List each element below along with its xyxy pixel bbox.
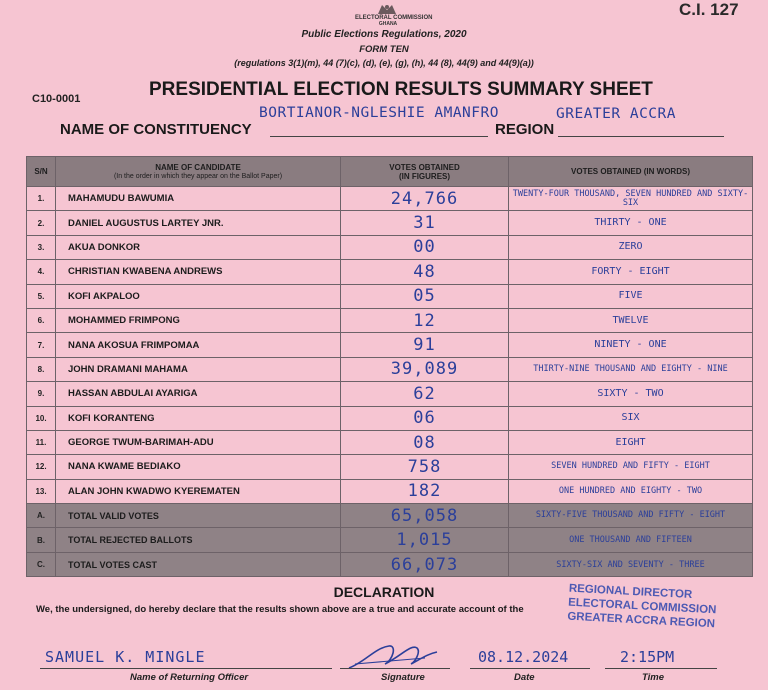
candidate-name: AKUA DONKOR [56,235,341,259]
row-sn: 2. [27,211,56,235]
votes-figures: 24,766 [341,187,509,211]
total-sn: A. [27,504,56,528]
total-row [27,504,753,528]
header-candidate [56,157,341,187]
page-title: PRESIDENTIAL ELECTION RESULTS SUMMARY SHEET [149,79,653,100]
time-label: Time [642,672,665,683]
votes-figures: 12 [341,308,509,332]
date-label: Date [514,672,535,683]
row-sn: 4. [27,260,56,284]
stamp-line-2: ELECTORAL COMMISSION [567,596,717,617]
officer-name: SAMUEL K. MINGLE [45,648,206,666]
region-label: REGION [495,121,555,138]
table-row [27,235,753,259]
total-words: SIXTY-SIX AND SEVENTY - THREE [509,552,753,576]
header-votes-note: (IN FIGURES) [398,171,451,181]
total-figures: 65,058 [341,504,509,528]
table-row [27,357,753,381]
date-value: 08.12.2024 [478,648,569,666]
votes-figures: 31 [341,211,509,235]
commission-name: ELECTORAL COMMISSION [355,15,433,21]
header-votes-label: VOTES OBTAINED [389,162,460,172]
candidate-name: NANA KWAME BEDIAKO [56,455,341,479]
table-row [27,382,753,406]
form-name: FORM TEN [359,44,409,55]
officer-label: Name of Returning Officer [130,672,249,683]
time-value: 2:15PM [620,648,675,666]
region-value: GREATER ACCRA [556,106,676,122]
votes-words: SIXTY - TWO [509,382,753,406]
header-candidate-label: NAME OF CANDIDATE [155,162,241,172]
row-sn: 3. [27,235,56,259]
header-votes-words: VOTES OBTAINED (IN WORDS) [509,157,753,187]
votes-words: THIRTY-NINE THOUSAND AND EIGHTY - NINE [509,357,753,381]
candidate-name: KOFI KORANTENG [56,406,341,430]
votes-figures: 00 [341,235,509,259]
declaration-text: We, the undersigned, do hereby declare that the results shown above are a true and accurate account of the [36,604,524,615]
table-row [27,308,753,332]
table-row [27,284,753,308]
candidate-name: MAHAMUDU BAWUMIA [56,187,341,211]
header-candidate-note: (In the order in which they appear on the Ballot Paper) [113,172,283,180]
time-line [605,668,717,669]
total-sn: B. [27,528,56,552]
votes-figures: 62 [341,382,509,406]
signature-label: Signature [381,672,425,683]
candidate-name: ALAN JOHN KWADWO KYEREMATEN [56,479,341,503]
votes-figures: 182 [341,479,509,503]
total-words: SIXTY-FIVE THOUSAND AND FIFTY - EIGHT [509,504,753,528]
votes-figures: 48 [341,260,509,284]
candidate-name: DANIEL AUGUSTUS LARTEY JNR. [56,211,341,235]
table-row [27,479,753,503]
total-label: TOTAL VOTES CAST [56,552,341,576]
votes-words: EIGHT [509,430,753,454]
candidate-name: HASSAN ABDULAI AYARIGA [56,382,341,406]
votes-words: ONE HUNDRED AND EIGHTY - TWO [509,479,753,503]
votes-figures: 91 [341,333,509,357]
stamp-line-1: REGIONAL DIRECTOR [568,582,693,602]
constituency-underline [270,136,488,137]
date-line [470,668,590,669]
form-code: C.I. 127 [679,0,739,19]
coat-of-arms-icon [376,2,398,16]
country-name: GHANA [378,21,398,27]
total-label: TOTAL VALID VOTES [56,504,341,528]
stamp-line-3: GREATER ACCRA REGION [567,610,716,631]
row-sn: 1. [27,187,56,211]
row-sn: 13. [27,479,56,503]
votes-words: FIVE [509,284,753,308]
table-row [27,333,753,357]
total-words: ONE THOUSAND AND FIFTEEN [509,528,753,552]
serial-number: C10-0001 [32,93,81,105]
table-row [27,211,753,235]
total-row [27,528,753,552]
table-header-row [27,157,753,187]
row-sn: 10. [27,406,56,430]
total-figures: 1,015 [341,528,509,552]
results-table [26,156,753,577]
table-row [27,187,753,211]
row-sn: 5. [27,284,56,308]
candidate-name: GEORGE TWUM-BARIMAH-ADU [56,430,341,454]
row-sn: 7. [27,333,56,357]
total-row [27,552,753,576]
votes-figures: 758 [341,455,509,479]
candidate-name: CHRISTIAN KWABENA ANDREWS [56,260,341,284]
votes-words: NINETY - ONE [509,333,753,357]
votes-figures: 05 [341,284,509,308]
votes-words: THIRTY - ONE [509,211,753,235]
row-sn: 8. [27,357,56,381]
header-votes-figures [341,157,509,187]
constituency-value: BORTIANOR-NGLESHIE AMANFRO [259,105,499,121]
votes-words: ZERO [509,235,753,259]
row-sn: 11. [27,430,56,454]
table-row [27,455,753,479]
regulations-title: Public Elections Regulations, 2020 [301,29,467,40]
total-figures: 66,073 [341,552,509,576]
officer-line [40,668,332,669]
candidate-name: MOHAMMED FRIMPONG [56,308,341,332]
total-label: TOTAL REJECTED BALLOTS [56,528,341,552]
candidate-name: NANA AKOSUA FRIMPOMAA [56,333,341,357]
votes-words: TWENTY-FOUR THOUSAND, SEVEN HUNDRED AND SIXTY-SIX [509,187,753,211]
table-row [27,406,753,430]
table-row [27,430,753,454]
votes-figures: 39,089 [341,357,509,381]
votes-figures: 06 [341,406,509,430]
row-sn: 12. [27,455,56,479]
regulations-refs: (regulations 3(1)(m), 44 (7)(c), (d), (e), (g), (h), 44 (8), 44(9) and 44(9)(a)) [234,58,534,68]
total-sn: C. [27,552,56,576]
row-sn: 6. [27,308,56,332]
candidate-name: JOHN DRAMANI MAHAMA [56,357,341,381]
table-row [27,260,753,284]
candidate-name: KOFI AKPALOO [56,284,341,308]
constituency-label: NAME OF CONSTITUENCY [60,121,252,138]
votes-words: FORTY - EIGHT [509,260,753,284]
header-sn: S/N [27,157,56,187]
signature-line [340,668,450,669]
votes-figures: 08 [341,430,509,454]
row-sn: 9. [27,382,56,406]
region-underline [558,136,724,137]
votes-words: TWELVE [509,308,753,332]
declaration-title: DECLARATION [333,584,435,600]
official-stamp [567,582,737,633]
votes-words: SIX [509,406,753,430]
votes-words: SEVEN HUNDRED AND FIFTY - EIGHT [509,455,753,479]
